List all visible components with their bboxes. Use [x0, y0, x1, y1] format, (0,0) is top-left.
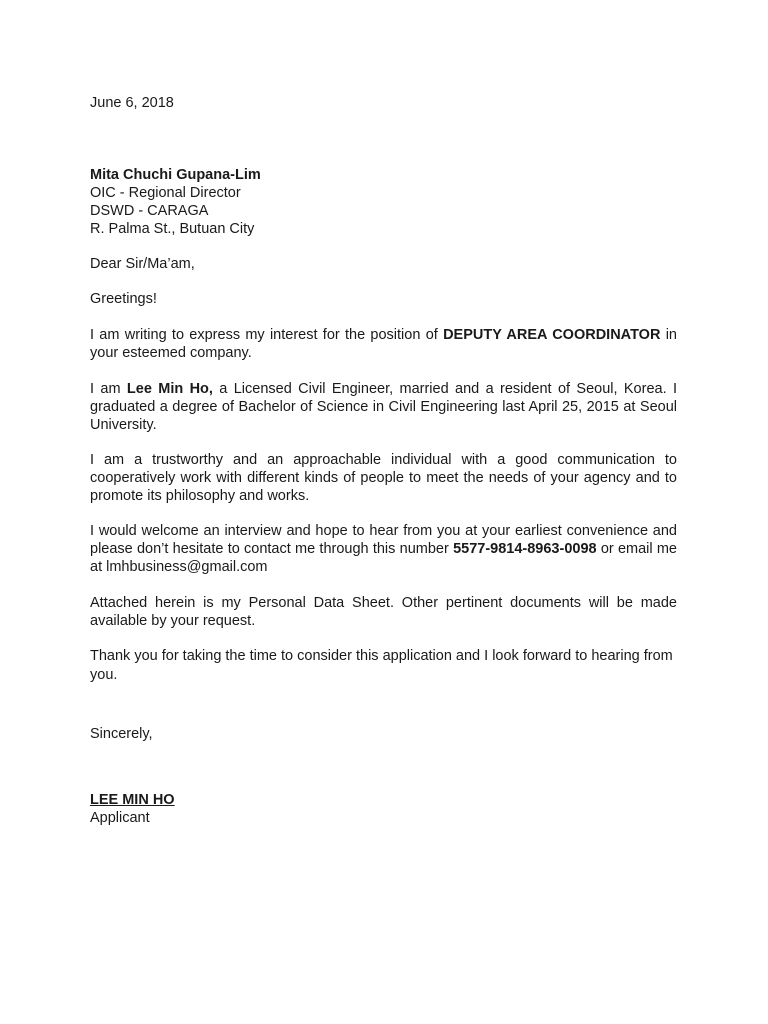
salutation: Dear Sir/Ma’am,: [90, 256, 195, 272]
recipient-address: R. Palma St., Butuan City: [90, 221, 255, 237]
recipient-block: [90, 166, 677, 238]
greeting: Greetings!: [90, 291, 157, 307]
paragraph-introduction-text-before: I am: [90, 381, 127, 397]
paragraph-position-text-after: in your esteemed company.: [90, 327, 677, 361]
phone-number: 5577-9814-8963-0098: [453, 541, 597, 557]
paragraph-introduction: [90, 380, 677, 434]
paragraph-position: [90, 326, 677, 362]
paragraph-thanks: Thank you for taking the time to consider this application and I look forward to hearing from you.: [90, 648, 673, 683]
recipient-title: OIC - Regional Director: [90, 185, 241, 201]
paragraph-contact: [90, 522, 677, 576]
signature-role: Applicant: [90, 810, 150, 826]
paragraph-position-text-before: I am writing to express my interest for the position of: [90, 327, 444, 343]
closing: Sincerely,: [90, 726, 153, 742]
recipient-name: Mita Chuchi Gupana-Lim: [90, 167, 261, 183]
paragraph-attachment: Attached herein is my Personal Data Sheet. Other pertinent documents will be made available by your request.: [90, 595, 677, 629]
paragraph-contact-text-after: or email me at lmhbusiness@gmail.com: [90, 541, 677, 575]
recipient-office: DSWD - CARAGA: [90, 203, 209, 219]
applicant-name-inline: Lee Min Ho,: [126, 381, 213, 397]
paragraph-introduction-text-after: a Licensed Civil Engineer, married and a resident of Seoul, Korea. I graduated a degree of Bachelor of Science in Civil Engineering last April 25, 2015 at Seoul University.: [90, 381, 677, 433]
paragraph-qualities: I am a trustworthy and an approachable individual with a good communication to cooperatively work with different kinds of people to meet the needs of your agency and to promote its philosophy and works.: [90, 452, 677, 504]
paragraph-contact-text-before: I would welcome an interview and hope to hear from you at your earliest convenience and please don’t hesitate to contact me through this number: [90, 523, 677, 557]
letter-date: June 6, 2018: [90, 95, 174, 111]
signature-name: LEE MIN HO: [90, 792, 175, 808]
position-title: DEPUTY AREA COORDINATOR: [443, 327, 661, 343]
